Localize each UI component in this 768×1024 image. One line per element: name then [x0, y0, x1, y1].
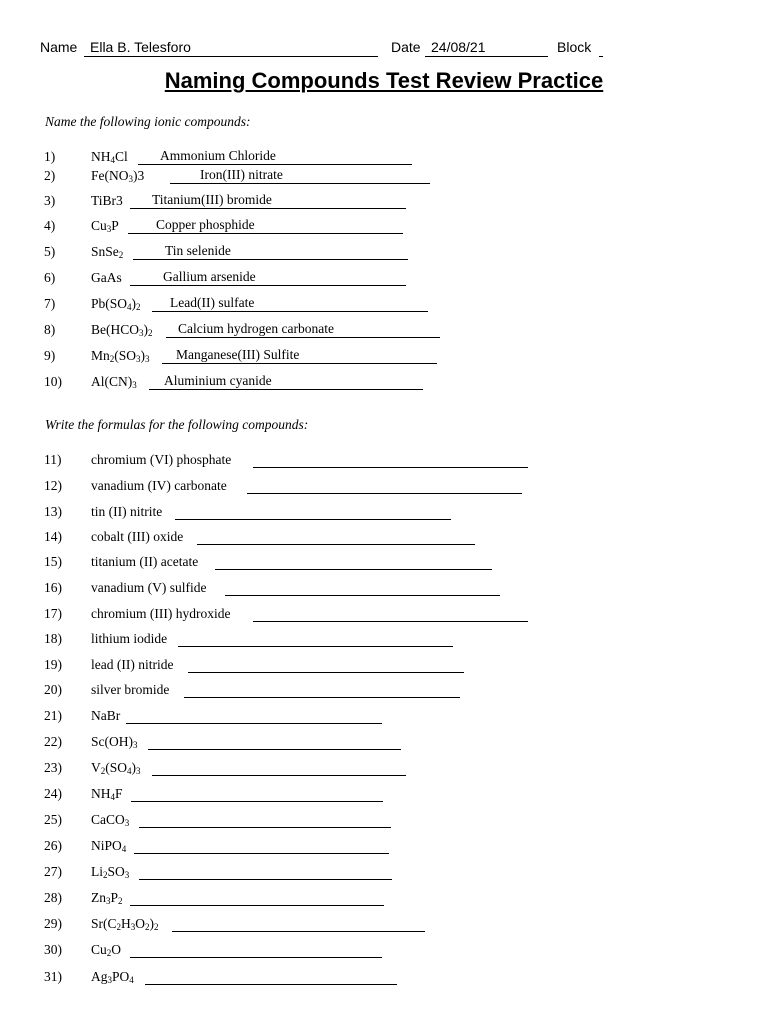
item-answer: Aluminium cyanide [164, 373, 272, 388]
item-label: $Ag_3PO_4$ [91, 969, 134, 985]
item-label: NiPO$_4$ [91, 838, 127, 854]
item-number: 30) [44, 942, 62, 957]
item-number: 2) [44, 168, 56, 183]
item-formula: GaAs [91, 270, 122, 285]
item-formula: $Cu_3P$ [91, 218, 119, 234]
item-number: 5) [44, 244, 56, 259]
answer-blank[interactable] [175, 504, 451, 520]
answer-blank[interactable] [253, 606, 528, 622]
answer-blank[interactable] [178, 631, 453, 647]
item-formula: SnSe$_2$ [91, 244, 124, 260]
item-answer: Ammonium Chloride [160, 148, 276, 163]
answer-blank[interactable] [138, 149, 412, 165]
item-number: 23) [44, 760, 62, 775]
answer-blank[interactable] [184, 682, 460, 698]
item-number: 28) [44, 890, 62, 905]
name-field[interactable] [84, 39, 378, 57]
item-formula: $Pb(SO_4)_2$ [91, 296, 141, 312]
answer-blank[interactable] [152, 296, 428, 312]
item-label: $Sc(OH)_3$ [91, 734, 138, 750]
block-field[interactable] [599, 39, 603, 57]
item-answer: Titanium(III) bromide [152, 192, 272, 207]
page-title: Naming Compounds Test Review Practice [164, 68, 604, 93]
item-formula: $Be(HCO_3)_2$ [91, 322, 153, 338]
item-label: silver bromide [91, 682, 170, 697]
item-label: vanadium (IV) carbonate [91, 478, 227, 493]
item-answer: Tin selenide [165, 243, 231, 258]
item-label: $Zn_3P_2$ [91, 890, 123, 906]
answer-blank[interactable] [188, 657, 464, 673]
item-answer: Iron(III) nitrate [200, 167, 283, 182]
item-number: 4) [44, 218, 56, 233]
name-label: Name [40, 39, 78, 55]
item-label: CaCO$_3$ [91, 812, 130, 828]
answer-blank[interactable] [133, 244, 408, 260]
item-number: 15) [44, 554, 62, 569]
item-number: 19) [44, 657, 62, 672]
item-number: 16) [44, 580, 62, 595]
answer-blank[interactable] [130, 270, 406, 286]
item-formula: $NH_4Cl$ [91, 149, 128, 165]
answer-blank[interactable] [145, 969, 397, 985]
item-label: lithium iodide [91, 631, 168, 646]
answer-blank[interactable] [130, 193, 406, 209]
item-answer: Calcium hydrogen carbonate [178, 321, 334, 336]
item-label: $Li_2SO_3$ [91, 864, 130, 880]
answer-blank[interactable] [148, 734, 401, 750]
item-number: 12) [44, 478, 62, 493]
answer-blank[interactable] [253, 452, 528, 468]
answer-blank[interactable] [197, 529, 475, 545]
item-number: 29) [44, 916, 62, 931]
block-label: Block [557, 39, 592, 55]
item-number: 11) [44, 452, 62, 467]
answer-blank[interactable] [139, 864, 392, 880]
item-label: cobalt (III) oxide [91, 529, 184, 544]
item-label: NaBr [91, 708, 121, 723]
item-number: 25) [44, 812, 62, 827]
item-number: 10) [44, 374, 62, 389]
item-number: 13) [44, 504, 62, 519]
item-number: 6) [44, 270, 56, 285]
answer-blank[interactable] [130, 890, 384, 906]
answer-blank[interactable] [170, 168, 430, 184]
item-answer: Gallium arsenide [163, 269, 256, 284]
answer-blank[interactable] [152, 760, 406, 776]
date-field[interactable] [425, 39, 548, 57]
header [40, 39, 740, 59]
item-label: $Cu_2O$ [91, 942, 122, 958]
answer-blank[interactable] [139, 812, 391, 828]
item-number: 8) [44, 322, 56, 337]
answer-blank[interactable] [149, 374, 423, 390]
answer-blank[interactable] [134, 838, 389, 854]
item-answer: Copper phosphide [156, 217, 255, 232]
answer-blank[interactable] [225, 580, 500, 596]
item-label: $V_2(SO_4)_3$ [91, 760, 141, 776]
item-label: tin (II) nitrite [91, 504, 163, 519]
item-answer: Lead(II) sulfate [170, 295, 255, 310]
answer-blank[interactable] [162, 348, 437, 364]
answer-blank[interactable] [172, 916, 425, 932]
item-formula: $Fe(NO_3)3$ [91, 168, 145, 184]
item-number: 7) [44, 296, 56, 311]
item-formula: $Al(CN)_3$ [91, 374, 137, 390]
item-label: chromium (III) hydroxide [91, 606, 231, 621]
item-number: 27) [44, 864, 62, 879]
answer-blank[interactable] [128, 218, 403, 234]
item-number: 31) [44, 969, 62, 984]
item-label: $NH_4F$ [91, 786, 123, 802]
item-number: 3) [44, 193, 56, 208]
item-number: 18) [44, 631, 62, 646]
section1-instruction: Name the following ionic compounds: [45, 114, 251, 129]
answer-blank[interactable] [131, 786, 383, 802]
item-label: lead (II) nitride [91, 657, 174, 672]
item-number: 20) [44, 682, 62, 697]
item-label: $Sr(C_2H_3O_2)_2$ [91, 916, 159, 932]
item-number: 14) [44, 529, 62, 544]
item-number: 1) [44, 149, 56, 164]
date-label: Date [391, 39, 421, 55]
item-label: vanadium (V) sulfide [91, 580, 207, 595]
item-number: 17) [44, 606, 62, 621]
item-label: titanium (II) acetate [91, 554, 199, 569]
name-value: Ella B. Telesforo [90, 39, 191, 55]
item-label: chromium (VI) phosphate [91, 452, 232, 467]
item-number: 22) [44, 734, 62, 749]
block-value [599, 39, 605, 55]
answer-blank[interactable] [215, 554, 492, 570]
item-formula: TiBr3 [91, 193, 123, 208]
answer-blank[interactable] [130, 942, 382, 958]
answer-blank[interactable] [126, 708, 382, 724]
answer-blank[interactable] [166, 322, 440, 338]
answer-blank[interactable] [247, 478, 522, 494]
item-number: 26) [44, 838, 62, 853]
date-value: 24/08/21 [431, 39, 486, 55]
item-number: 24) [44, 786, 62, 801]
item-answer: Manganese(III) Sulfite [176, 347, 300, 362]
item-number: 21) [44, 708, 62, 723]
item-formula: $Mn_2(SO_3)_3$ [91, 348, 150, 364]
section2-instruction: Write the formulas for the following compounds: [45, 417, 309, 432]
item-number: 9) [44, 348, 56, 363]
